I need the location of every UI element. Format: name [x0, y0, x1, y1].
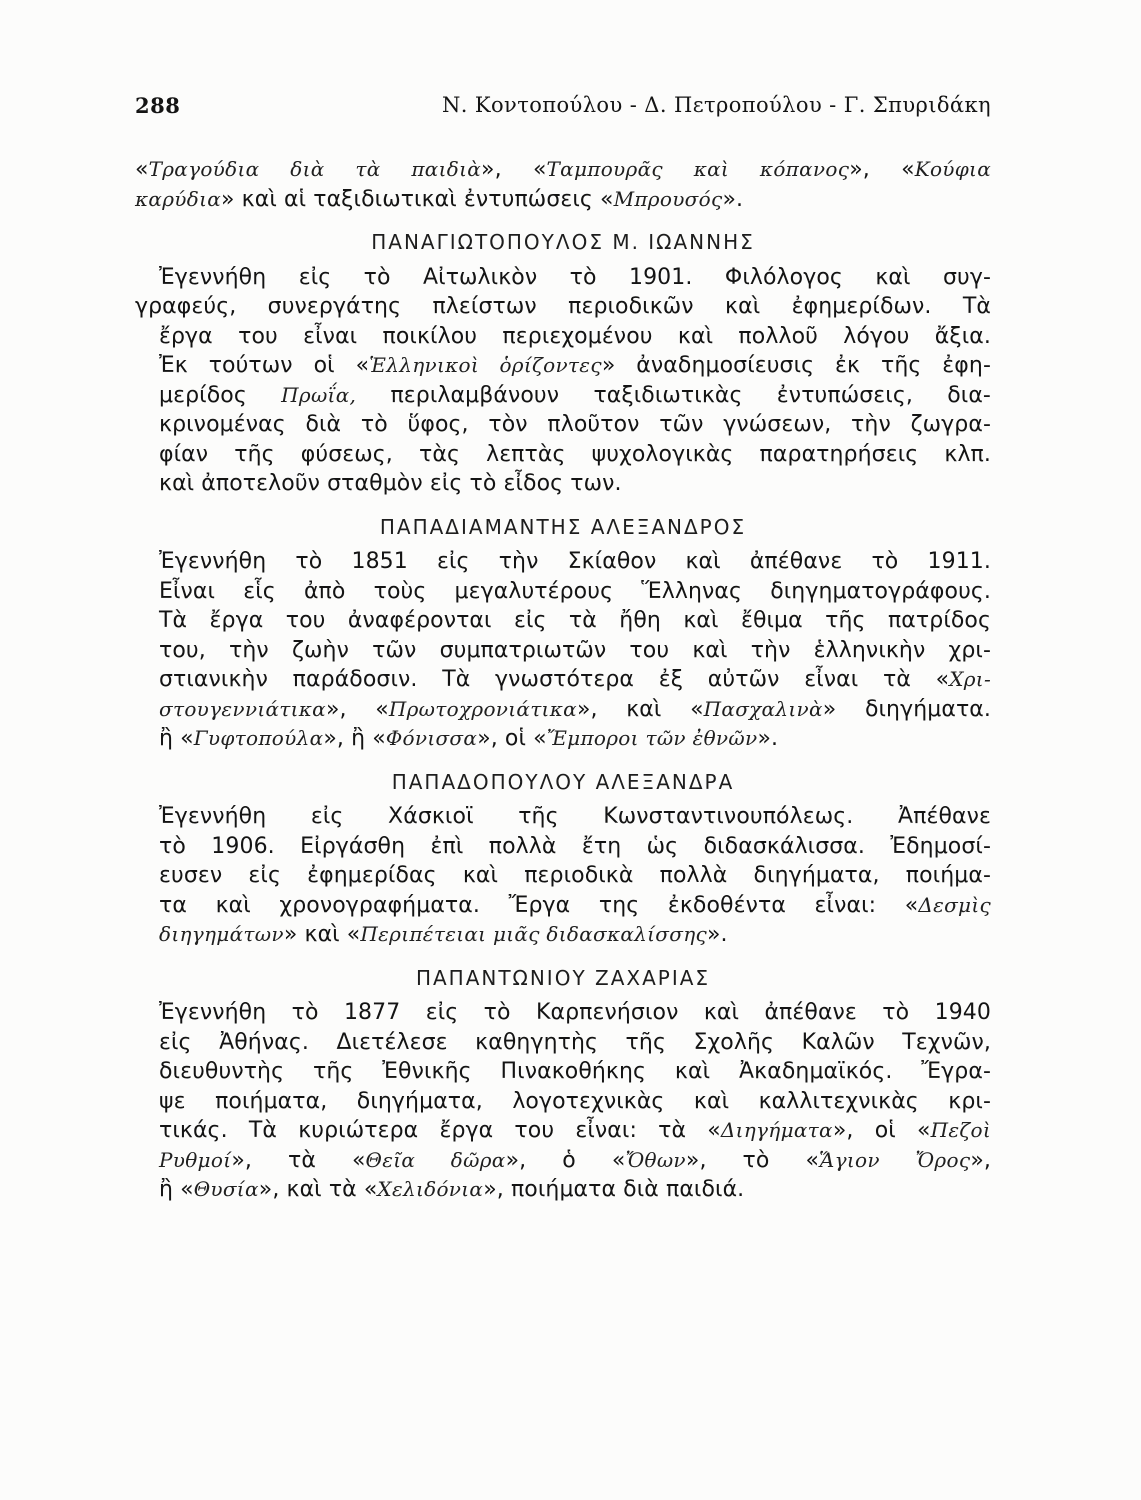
intro-line [135, 185, 991, 215]
intro-text: », « [849, 157, 915, 182]
text-line: Ἐγεννήθη τὸ 1877 εἰς τὸ Καρπενήσιον καὶ ἀπέθανε τὸ 1940 [159, 1000, 991, 1025]
text: », οἱ « [832, 1118, 931, 1143]
text: ἢ « [159, 1177, 194, 1202]
text-line [135, 695, 991, 725]
section-papadopoulou [135, 768, 991, 950]
italic-title: Θυσία [193, 1177, 259, 1201]
text: », ἢ « [323, 726, 386, 751]
text: », τὸ « [685, 1147, 820, 1173]
text: », ποιήματα διὰ παιδιά. [483, 1177, 745, 1202]
page-number: 288 [135, 93, 181, 118]
text-line [135, 724, 991, 754]
section-heading: ΠΑΠΑΔΙΑΜΑΝΤΗΣ ΑΛΕΞΑΝΔΡΟΣ [379, 514, 747, 539]
page-content [135, 155, 991, 1460]
intro-title-italic: καρύδια [135, 186, 222, 211]
italic-title: στουγεννιάτικα [159, 696, 326, 721]
text-line [135, 665, 991, 695]
italic-title: Περιπέτειαι μιᾶς διδασκαλίσσης [360, 922, 707, 946]
italic-title: Δεσμὶς [918, 892, 991, 917]
italic-title: Χελιδόνια [377, 1177, 484, 1201]
intro-title-italic: Τραγούδια διὰ τὰ παιδιὰ [148, 157, 482, 181]
italic-title: Ὄθων [625, 1147, 686, 1172]
text: », οἱ « [477, 726, 547, 751]
text: », καὶ « [576, 696, 704, 722]
intro-text: », « [481, 157, 547, 182]
text-line: φίαν τῆς φύσεως, τὰς λεπτὰς ψυχολογικὰς παρατηρήσεις κλπ. [159, 441, 991, 467]
section-heading: ΠΑΠΑΝΤΩΝΙΟΥ ΖΑΧΑΡΙΑΣ [415, 965, 711, 990]
text: μερίδος [159, 382, 282, 408]
text-line: εἰς Ἀθήνας. Διετέλεσε καθηγητὴς τῆς Σχολῆς Καλῶν Τεχνῶν, [159, 1029, 991, 1055]
section-heading: ΠΑΝΑΓΙΩΤΟΠΟΥΛΟΣ Μ. ΙΩΑΝΝΗΣ [371, 230, 755, 254]
italic-title: Χρι- [949, 667, 991, 691]
text-line: γραφεύς, συνεργάτης πλείστων περιοδικῶν καὶ ἐφημερίδων. Τὰ [135, 294, 991, 319]
italic-title: Πασχαλινὰ [703, 696, 823, 721]
text-line: του, τὴν ζωὴν τῶν συμπατριωτῶν του καὶ τὴν ἑλληνικὴν χρι- [159, 637, 991, 663]
text-line: Ἐγεννήθη εἰς Χάσκιοϊ τῆς Κωνσταντινουπόλεως. Ἀπέθανε [159, 804, 991, 829]
text-line: ψε ποιήματα, διηγήματα, λογοτεχνικὰς καὶ καλλιτεχνικὰς κρι- [159, 1088, 991, 1114]
italic-title: Πρωτοχρονιάτικα [388, 696, 577, 721]
text: », ὁ « [505, 1147, 626, 1173]
text-line [135, 920, 991, 950]
intro-text: » καὶ αἱ ταξιδιωτικαὶ ἐντυπώσεις « [221, 186, 614, 212]
text-line: ευσεν εἰς ἐφημερίδας καὶ περιοδικὰ πολλὰ διηγήματα, ποιήμα- [159, 863, 991, 888]
section-papantoniou [135, 964, 991, 1205]
italic-title: Πεζοὶ [930, 1118, 991, 1142]
italic-title: Ρυθμοί [159, 1147, 232, 1172]
running-title: Ν. Κοντοπούλου - Δ. Πετροπούλου - Γ. Σπυριδάκη [442, 93, 991, 117]
italic-title: Ἑλληνικοὶ ὁρίζοντες [369, 353, 602, 377]
text: » διηγήματα. [822, 696, 991, 722]
intro-title-italic: Μπρουσός [613, 186, 723, 211]
text-line [135, 1175, 991, 1205]
text-line [135, 1116, 991, 1146]
text: τικάς. Τὰ κυριώτερα ἔργα του εἶναι: τὰ « [159, 1118, 721, 1143]
italic-title: Γυφτοπούλα [193, 726, 324, 750]
text: Ἐκ τούτων οἱ « [159, 353, 370, 378]
text: στιανικὴν παράδοσιν. Τὰ γνωστότερα ἐξ αὐτῶν εἶναι τὰ « [159, 667, 950, 692]
text-line: Εἶναι εἷς ἀπὸ τοὺς μεγαλυτέρους Ἕλληνας διηγηματογράφους. [159, 578, 991, 604]
text: », « [326, 696, 389, 722]
text: », καὶ τὰ « [258, 1177, 378, 1202]
intro-title-italic: Ταμπουρᾶς καὶ κόπανος [546, 157, 850, 181]
section-paragraph [135, 263, 991, 499]
text-line: καὶ ἀποτελοῦν σταθμὸν εἰς τὸ εἶδος των. [159, 471, 622, 496]
text-line: διευθυντὴς τῆς Ἐθνικῆς Πινακοθήκης καὶ Ἀκαδημαϊκός. Ἔγρα- [159, 1059, 991, 1084]
text-line: κρινομένας διὰ τὸ ὕφος, τὸν πλοῦτον τῶν γνώσεων, τὴν ζωγρα- [159, 412, 991, 437]
intro-text: « [135, 157, 149, 182]
section-panagiotopoulos [135, 228, 991, 499]
text: περιλαμβάνουν ταξιδιωτικὰς ἐντυπώσεις, δια- [356, 382, 991, 408]
italic-title: Διηγήματα [720, 1118, 833, 1142]
intro-title-italic: Κούφια [914, 157, 991, 181]
text-line: Τὰ ἔργα του ἀναφέρονται εἰς τὰ ἤθη καὶ ἔθιμα τῆς πατρίδος [159, 608, 991, 633]
text: » ἀναδημοσίευσις ἐκ τῆς ἐφη- [601, 353, 991, 378]
page-header [135, 93, 991, 125]
text: », [970, 1147, 991, 1173]
section-paragraph [135, 802, 991, 950]
section-heading: ΠΑΠΑΔΟΠΟΥΛΟΥ ΑΛΕΞΑΝΔΡΑ [391, 769, 735, 794]
text: » καὶ « [283, 922, 361, 947]
text-line: τὸ 1906. Εἰργάσθη ἐπὶ πολλὰ ἔτη ὡς διδασκάλισσα. Ἐδημοσί- [159, 833, 991, 859]
text-line [135, 351, 991, 381]
text: ἢ « [159, 726, 194, 751]
text-line [135, 381, 991, 411]
text-line [135, 1146, 991, 1176]
text: ». [706, 922, 728, 947]
intro-paragraph [135, 155, 991, 214]
text: », τὰ « [231, 1147, 366, 1173]
italic-title: Θεῖα δῶρα [365, 1147, 506, 1172]
intro-line [135, 155, 991, 185]
italic-title: Ἔμποροι τῶν ἐθνῶν [546, 726, 758, 750]
text-line: Ἐγεννήθη τὸ 1851 εἰς τὴν Σκίαθον καὶ ἀπέθανε τὸ 1911. [159, 549, 991, 574]
text-line [135, 891, 991, 921]
section-paragraph [135, 547, 991, 754]
italic-title: διηγημάτων [159, 922, 284, 946]
text: ». [757, 726, 779, 751]
italic-title: Φόνισσα [385, 726, 478, 750]
italic-title: Πρωΐα, [281, 382, 357, 407]
text-line: Ἐγεννήθη εἰς τὸ Αἰτωλικὸν τὸ 1901. Φιλόλογος καὶ συγ- [159, 264, 991, 290]
section-papadiamantis [135, 513, 991, 754]
italic-title: Ἅγιον Ὄρος [819, 1147, 971, 1172]
text: τα καὶ χρονογραφήματα. Ἔργα της ἐκδοθέντα εἶναι: « [159, 892, 919, 918]
text-line: ἔργα του εἶναι ποικίλου περιεχομένου καὶ πολλοῦ λόγου ἄξια. [159, 323, 991, 349]
intro-text: ». [722, 186, 744, 212]
section-paragraph [135, 998, 991, 1205]
